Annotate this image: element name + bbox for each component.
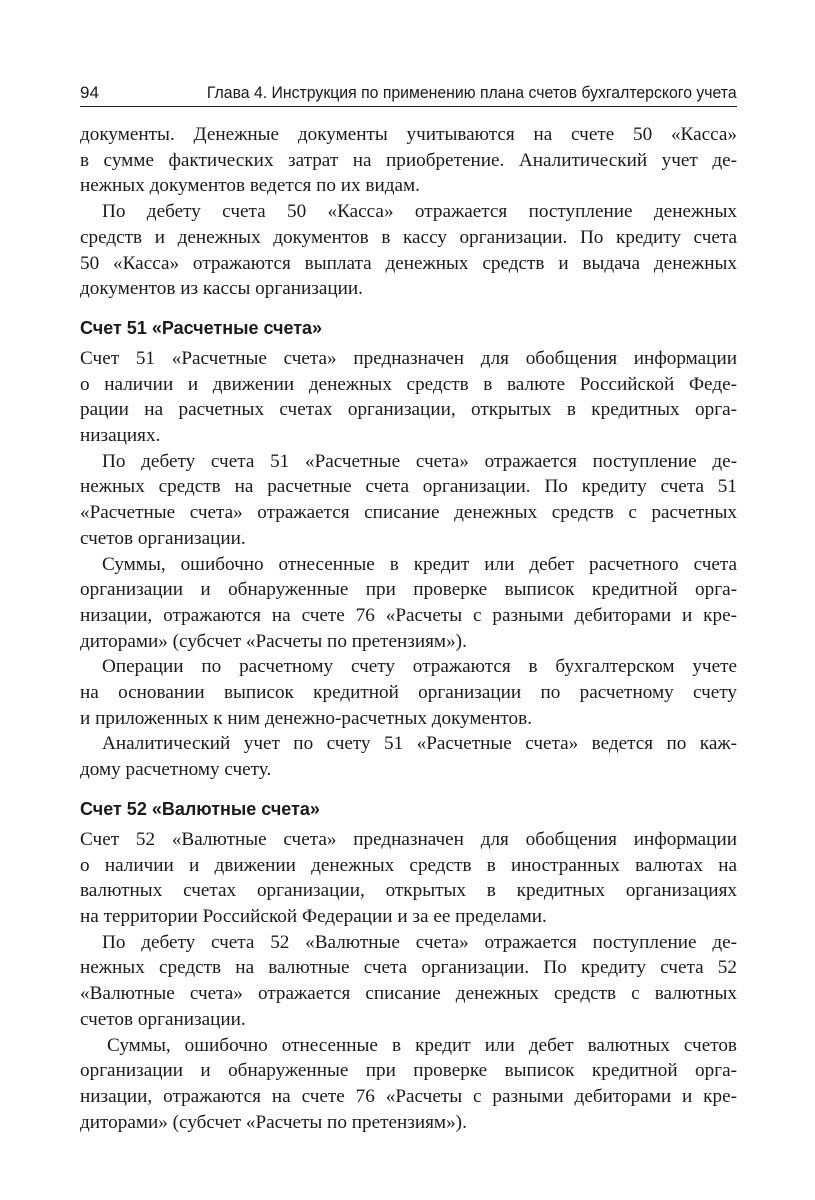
text-line: Суммы, ошибочно отнесенные в кредит или дебет валютных счетов [107, 1034, 737, 1056]
paragraph [80, 827, 737, 930]
section-heading: Счет 51 «Расчетные счета» [80, 317, 323, 338]
text-line: рации на расчетных счетах организации, открытых в кредитных орга- [80, 399, 737, 421]
text-line: По дебету счета 51 «Расчетные счета» отражается поступление де- [102, 450, 737, 472]
text-line: Аналитический учет по счету 51 «Расчетные счета» ведется по каж- [102, 733, 737, 755]
paragraph [80, 346, 737, 449]
page-number: 94 [80, 83, 99, 102]
page-body [80, 122, 737, 1135]
text-line: дому расчетному счету. [80, 759, 272, 781]
text-line: По дебету счета 52 «Валютные счета» отражается поступление де- [102, 931, 737, 953]
paragraph [80, 122, 737, 199]
text-line: счетов организации. [80, 1008, 246, 1030]
text-line: нежных средств на валютные счета организации. По кредиту счета 52 [80, 957, 737, 979]
paragraph [80, 930, 737, 1033]
paragraph [80, 449, 737, 552]
text-line: организации и обнаруженные при проверке выписок кредитной орга- [80, 1060, 737, 1082]
text-line: «Расчетные счета» отражается списание денежных средств с расчетных [80, 502, 737, 524]
text-line: низациях. [80, 425, 161, 447]
paragraph [80, 1033, 737, 1136]
text-line: Операции по расчетному счету отражаются в бухгалтерском учете [102, 656, 737, 678]
text-line: По дебету счета 50 «Касса» отражается поступление денежных [102, 201, 737, 223]
text-line: организации и обнаруженные при проверке выписок кредитной орга- [80, 579, 737, 601]
text-line: и приложенных к ним денежно-расчетных документов. [80, 707, 532, 729]
section-heading: Счет 52 «Валютные счета» [80, 798, 320, 819]
text-line: «Валютные счета» отражается списание денежных средств с валютных [80, 983, 737, 1005]
text-line: документов из кассы организации. [80, 278, 363, 300]
text-line: нежных документов ведется по их видам. [80, 175, 420, 197]
text-line: нежных средств на расчетные счета организации. По кредиту счета 51 [80, 476, 737, 498]
text-line: на основании выписок кредитной организации по расчетному счету [80, 682, 737, 704]
paragraph [80, 552, 737, 655]
paragraph [80, 654, 737, 731]
text-line: о наличии и движении денежных средств в иностранных валютах на [80, 854, 737, 876]
text-line: низации, отражаются на счете 76 «Расчеты с разными дебиторами и кре- [80, 604, 737, 626]
text-line: низации, отражаются на счете 76 «Расчеты с разными дебиторами и кре- [80, 1085, 737, 1107]
text-line: диторами» (субсчет «Расчеты по претензиям»). [80, 1111, 467, 1133]
text-line: счетов организации. [80, 527, 246, 549]
text-line: валютных счетах организации, открытых в кредитных организациях [80, 880, 737, 902]
text-line: Счет 51 «Расчетные счета» предназначен для обобщения информации [80, 347, 737, 369]
text-line: диторами» (субсчет «Расчеты по претензиям»). [80, 630, 467, 652]
text-line: о наличии и движении денежных средств в валюте Российской Феде- [80, 373, 737, 395]
text-line: Счет 52 «Валютные счета» предназначен для обобщения информации [80, 828, 737, 850]
paragraph [80, 199, 737, 302]
running-header [80, 82, 737, 107]
text-line: документы. Денежные документы учитываются на счете 50 «Касса» [80, 124, 737, 145]
text-line: на территории Российской Федерации и за ее пределами. [80, 905, 547, 927]
paragraph [80, 731, 737, 782]
running-title: Глава 4. Инструкция по применению плана счетов бухгалтерского учета [207, 83, 737, 102]
text-line: средств и денежных документов в кассу организации. По кредиту счета [80, 226, 737, 248]
text-line: Суммы, ошибочно отнесенные в кредит или дебет расчетного счета [102, 553, 737, 575]
text-line: в сумме фактических затрат на приобретение. Аналитический учет де- [80, 149, 737, 171]
text-line: 50 «Касса» отражаются выплата денежных средств и выдача денежных [80, 252, 737, 274]
